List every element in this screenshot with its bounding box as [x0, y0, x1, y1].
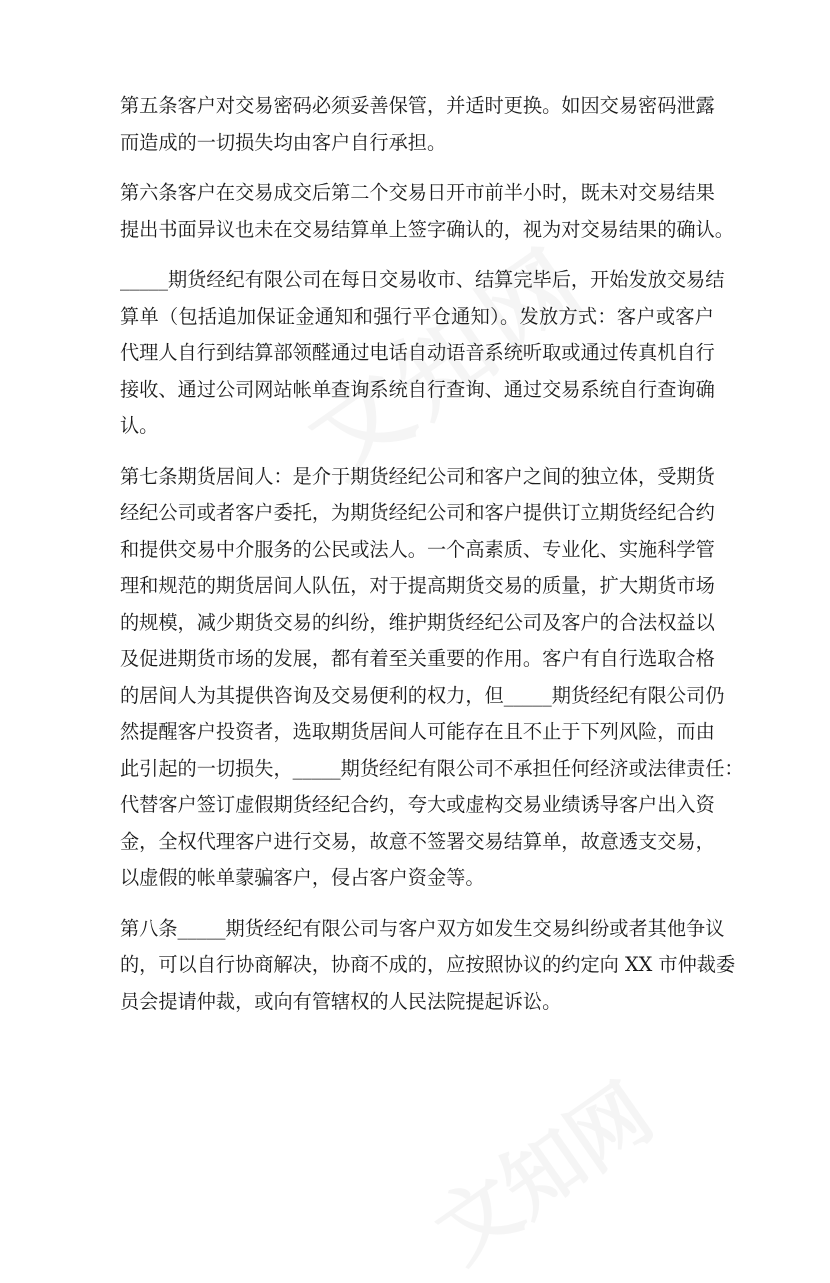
- text-line: 及促进期货市场的发展，都有着至关重要的作用。客户有自行选取合格: [120, 647, 715, 670]
- document-body: [120, 88, 744, 1034]
- text-line: 第五条客户对交易密码必须妥善保管，并适时更换。如因交易密码泄露: [120, 94, 715, 117]
- text-line: 的规模，减少期货交易的纠纷，维护期货经纪公司及客户的合法权益以: [120, 610, 715, 634]
- text-line: 以虚假的帐单蒙骗客户，侵占客户资金等。: [120, 866, 485, 889]
- text-line: 认。: [120, 414, 159, 437]
- watermark-bottom: [409, 1052, 672, 1283]
- text-line: 经纪公司或者客户委托，为期货经纪公司和客户提供订立期货经纪合约: [120, 501, 715, 524]
- text-line: 算单（包括追加保证金通知和强行平仓通知）。发放方式：客户或客户: [120, 304, 714, 328]
- text-line: 代理人自行到结算部领醛通过电话自动语音系统听取或通过传真机自行: [120, 341, 715, 364]
- text-line: 和提供交易中介服务的公民或法人。一个高素质、专业化、实施科学管: [120, 537, 715, 561]
- paragraph-settlement-statement: [120, 262, 725, 445]
- text-line: 然提醒客户投资者，选取期货居间人可能存在且不止于下列风险，而由: [120, 720, 715, 743]
- text-line: 接收、通过公司网站帐单查询系统自行查询、通过交易系统自行查询确: [120, 377, 715, 401]
- text-line: _____期货经纪有限公司在每日交易收市、结算完毕后，开始发放交易结: [120, 268, 725, 291]
- paragraph-article-6: [120, 175, 734, 248]
- text-line: 理和规范的期货居间人队伍，对于提高期货交易的质量，扩大期货市场: [120, 574, 715, 597]
- text-line: 的，可以自行协商解决，协商不成的，应按照协议的约定向 XX 市仲裁委: [120, 953, 736, 976]
- text-line: 第八条_____期货经纪有限公司与客户双方如发生交易纠纷或者其他争议: [120, 916, 725, 940]
- text-line: 员会提请仲裁，或向有管辖权的人民法院提起诉讼。: [120, 989, 562, 1013]
- text-line: 金，全权代理客户进行交易，故意不签署交易结算单，故意透支交易，: [120, 829, 715, 853]
- text-line: 此引起的一切损失，_____期货经纪有限公司不承担任何经济或法律责任：: [120, 756, 744, 780]
- text-line: 提出书面异议也未在交易结算单上签字确认的，视为对交易结果的确认。: [120, 217, 734, 241]
- paragraph-article-7: [120, 459, 744, 897]
- text-line: 的居间人为其提供咨询及交易便利的权力，但_____期货经纪有限公司仍: [120, 683, 725, 707]
- text-line: 而造成的一切损失均由客户自行承担。: [120, 130, 447, 154]
- paragraph-article-5: [120, 88, 714, 161]
- text-line: 第六条客户在交易成交后第二个交易日开市前半小时，既未对交易结果: [120, 181, 715, 204]
- text-line: 第七条期货居间人：是介于期货经纪公司和客户之间的独立体，受期货: [120, 464, 715, 488]
- paragraph-article-8: [120, 911, 736, 1021]
- text-line: 代替客户签订虚假期货经纪合约，夸大或虚构交易业绩诱导客户出入资: [120, 793, 715, 816]
